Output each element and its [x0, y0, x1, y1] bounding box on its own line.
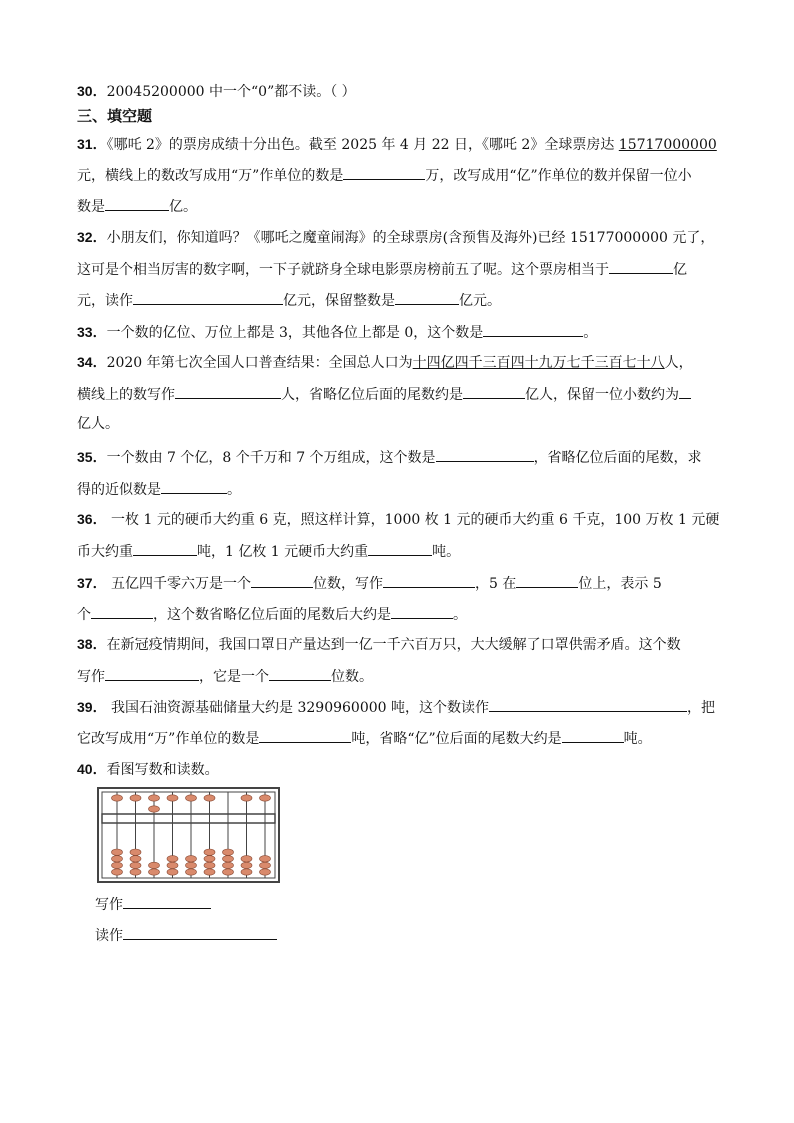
question-text: 位数。: [331, 669, 373, 685]
question-34: [77, 353, 693, 372]
answer-blank[interactable]: [251, 573, 313, 588]
answer-blank[interactable]: [123, 894, 211, 909]
question-text: 位数，写作: [313, 576, 384, 592]
abacus-figure: [97, 787, 280, 883]
question-text: 我国石油资源基础储量大约是 3290960000 吨，这个数读作: [106, 700, 489, 716]
question-text: 亿: [673, 262, 687, 278]
question-text: 五亿四千零六万是一个: [106, 576, 252, 592]
question-text: ，它是一个: [199, 669, 269, 685]
answer-blank[interactable]: [123, 925, 277, 940]
question-text: 在新冠疫情期间，我国口罩日产量达到一亿一千六百万只，大大缓解了口罩供需矛盾。这个数: [106, 637, 681, 653]
question-number: 36．: [77, 511, 107, 527]
question-number: 31．: [77, 136, 107, 152]
question-text: 一枚 1 元的硬币大约重 6 克，照这样计算，1000 枚 1 元的硬币大约重 6 千克，100 万枚 1 元硬: [106, 512, 720, 528]
read-label: 读作: [95, 928, 123, 944]
question-35: [77, 447, 702, 467]
question-text: 。: [583, 325, 598, 341]
abacus-lower-bead: [149, 862, 160, 868]
question-text: 元，读作: [77, 293, 133, 309]
abacus-upper-bead: [112, 795, 123, 801]
abacus-upper-bead: [130, 795, 141, 801]
question-text: 吨。: [432, 544, 461, 560]
question-text: 它改写成用“万”作单位的数是: [77, 731, 260, 747]
answer-blank[interactable]: [269, 666, 331, 681]
question-number: 38．: [77, 636, 107, 652]
abacus-upper-bead: [260, 795, 271, 801]
abacus-lower-bead: [130, 856, 141, 862]
question-34-line3: [77, 415, 119, 433]
abacus-upper-bead: [204, 795, 215, 801]
question-32-line2: [77, 259, 687, 279]
abacus-lower-bead: [149, 869, 160, 875]
abacus-lower-bead: [204, 856, 215, 862]
question-38-line2: [77, 666, 373, 686]
question-text: 吨，1 亿枚 1 元硬币大约重: [197, 544, 369, 560]
question-text: 20045200000 中一个“0”都不读。（ ）: [106, 84, 356, 100]
abacus-beam: [102, 814, 275, 823]
abacus-upper-bead: [149, 806, 160, 812]
question-34-line2: [77, 384, 691, 404]
question-number: 30．: [77, 83, 107, 99]
question-number: 39．: [77, 699, 107, 715]
question-text: 亿。: [169, 199, 197, 215]
abacus-upper-bead: [149, 795, 160, 801]
answer-blank[interactable]: [391, 604, 453, 619]
question-text: 币大约重: [77, 544, 133, 560]
answer-blank[interactable]: [91, 604, 153, 619]
answer-blank[interactable]: [161, 479, 227, 494]
answer-blank[interactable]: [259, 728, 351, 743]
question-text: 人，省略亿位后面的尾数约是: [281, 387, 463, 403]
question-text: 这可是个相当厉害的数字啊，一下子就跻身全球电影票房榜前五了呢。这个票房相当于: [77, 262, 609, 278]
answer-blank[interactable]: [562, 728, 624, 743]
answer-blank[interactable]: [483, 322, 583, 337]
abacus-upper-bead: [167, 795, 178, 801]
abacus-lower-bead: [223, 849, 234, 855]
question-text: 。: [227, 482, 241, 498]
answer-blank[interactable]: [609, 259, 673, 274]
section-title: 三、填空题: [77, 108, 153, 125]
abacus-lower-bead: [130, 849, 141, 855]
abacus-lower-bead: [112, 869, 123, 875]
question-31-line3: [77, 196, 197, 216]
abacus-lower-bead: [260, 869, 271, 875]
question-text: 。: [453, 607, 467, 623]
question-number: 35．: [77, 449, 107, 465]
answer-blank[interactable]: [516, 573, 578, 588]
abacus-lower-bead: [260, 856, 271, 862]
question-text: 位上，表示 5: [578, 576, 662, 592]
answer-blank[interactable]: [175, 384, 281, 399]
answer-blank[interactable]: [105, 666, 199, 681]
abacus-upper-bead: [241, 795, 252, 801]
question-text: 亿人。: [77, 416, 119, 432]
question-text: 元，横线上的数改写成用“万”作单位的数是: [77, 168, 344, 184]
abacus-upper-bead: [186, 795, 197, 801]
question-text: 一个数的亿位、万位上都是 3，其他各位上都是 0，这个数是: [106, 325, 484, 341]
question-39-line2: [77, 728, 652, 748]
question-31: [77, 135, 717, 154]
answer-blank[interactable]: [395, 290, 459, 305]
underlined-number: 15717000000: [618, 137, 717, 153]
answer-blank[interactable]: [489, 697, 687, 712]
question-38: [77, 635, 681, 654]
answer-blank[interactable]: [105, 196, 169, 211]
question-number: 40．: [77, 761, 107, 777]
question-40: [77, 760, 219, 779]
abacus-lower-bead: [260, 862, 271, 868]
question-text: 一个数由 7 个亿，8 个千万和 7 个万组成，这个数是: [106, 450, 436, 466]
abacus-lower-bead: [130, 869, 141, 875]
question-number: 32．: [77, 229, 107, 245]
abacus-lower-bead: [241, 856, 252, 862]
question-text: 个: [77, 607, 91, 623]
abacus-lower-bead: [167, 862, 178, 868]
question-number: 34．: [77, 354, 107, 370]
question-text: ，这个数省略亿位后面的尾数后大约是: [153, 607, 391, 623]
write-answer: [95, 894, 211, 914]
answer-blank[interactable]: [463, 384, 525, 399]
underlined-number: 十四亿四千三百四十九万七千三百七十八: [412, 355, 665, 371]
question-number: 33．: [77, 324, 107, 340]
abacus-lower-bead: [223, 869, 234, 875]
abacus-lower-bead: [130, 862, 141, 868]
abacus-lower-bead: [186, 869, 197, 875]
abacus-lower-bead: [241, 862, 252, 868]
question-37: [77, 573, 662, 593]
question-text: 数是: [77, 199, 105, 215]
abacus-lower-bead: [204, 869, 215, 875]
question-text: 小朋友们，你知道吗？《哪吒之魔童闹海》的全球票房(含预售及海外)已经 15177000000 元了，: [106, 230, 715, 246]
answer-blank[interactable]: [383, 573, 475, 588]
question-32-line3: [77, 290, 501, 310]
answer-blank[interactable]: [679, 384, 691, 399]
question-text: ，5 在: [475, 576, 517, 592]
question-text: 2020 年第七次全国人口普查结果：全国总人口为: [106, 355, 413, 371]
question-text: 横线上的数写作: [77, 387, 175, 403]
question-text: 得的近似数是: [77, 482, 161, 498]
question-31-line2: [77, 165, 692, 185]
answer-blank[interactable]: [436, 447, 534, 462]
write-label: 写作: [95, 897, 123, 913]
question-39: [77, 697, 715, 717]
answer-blank[interactable]: [133, 541, 197, 556]
question-text: 亿元。: [459, 293, 501, 309]
question-36-line2: [77, 541, 460, 561]
abacus-lower-bead: [112, 849, 123, 855]
question-text: 吨。: [623, 731, 652, 747]
question-text: 亿元，保留整数是: [283, 293, 395, 309]
question-text: 万，改写成用“亿”作单位的数并保留一位小: [425, 168, 692, 184]
abacus-lower-bead: [223, 856, 234, 862]
answer-blank[interactable]: [133, 290, 283, 305]
answer-blank[interactable]: [368, 541, 432, 556]
abacus-lower-bead: [223, 862, 234, 868]
read-answer: [95, 925, 277, 945]
question-text: 写作: [77, 669, 105, 685]
question-37-line2: [77, 604, 467, 624]
question-32: [77, 228, 714, 247]
abacus-lower-bead: [167, 856, 178, 862]
question-30: [77, 82, 356, 101]
question-text: ，省略亿位后面的尾数，求: [533, 450, 702, 466]
question-text: 看图写数和读数。: [106, 762, 219, 778]
answer-blank[interactable]: [343, 165, 425, 180]
abacus-lower-bead: [241, 869, 252, 875]
abacus-lower-bead: [112, 862, 123, 868]
abacus-lower-bead: [204, 862, 215, 868]
abacus-lower-bead: [112, 856, 123, 862]
question-text: 人，: [664, 355, 693, 371]
question-35-line2: [77, 479, 241, 499]
question-text: 《哪吒 2》的票房成绩十分出色。截至 2025 年 4 月 22 日，《哪吒 2》全球票房达: [106, 137, 619, 153]
question-33: [77, 322, 597, 342]
question-text: 亿人，保留一位小数约为: [525, 387, 679, 403]
abacus-lower-bead: [204, 849, 215, 855]
abacus-lower-bead: [186, 856, 197, 862]
question-text: ，把: [687, 700, 715, 716]
question-text: 吨，省略“亿”位后面的尾数大约是: [351, 731, 562, 747]
abacus-lower-bead: [186, 862, 197, 868]
abacus-lower-bead: [167, 869, 178, 875]
question-number: 37．: [77, 575, 107, 591]
question-36: [77, 510, 719, 529]
